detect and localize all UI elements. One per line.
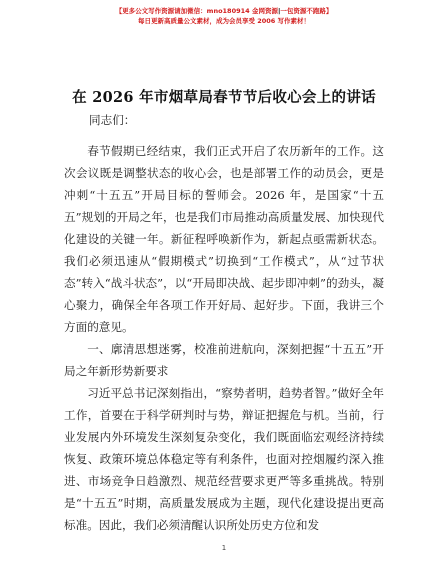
section-heading-1: 一、廓清思想迷雾，校准前进航向，深刻把握“十五五”开局之年新形势新要求: [64, 342, 384, 378]
document-body: [64, 140, 384, 536]
promo-banner-separator: |: [277, 7, 281, 15]
document-title: 在 2026 年市烟草局春节节后收心会上的讲话: [72, 89, 376, 106]
promo-banner-prefix: 【更多公文写作资源请加微信：: [115, 7, 207, 15]
promo-banner-line-1: [0, 6, 448, 16]
page-number: 1: [221, 544, 227, 552]
body-paragraph-2: 习近平总书记深刻指出，“察势者明，趋势者智。”做好全年工作，首要在于科学研判时与势，辩证把握危与机。当前，行业发展内外环境发生深刻复杂变化，我们既面临宏观经济持续恢复、政策环境总体稳定等有利条件，也面对控烟履约深入推进、市场竞争日趋激烈、规范经营要求更严等多重挑战。特别是“十五五”时期，高质量发展成为主题，现代化建设提出更高标准。因此，我们必须清醒认识所处历史方位和发: [64, 386, 384, 532]
promo-banner-line-2: 每日更新高质量公文素材，成为会员享受 2006 写作素材！: [137, 17, 311, 25]
salutation: 同志们：: [89, 113, 136, 127]
promo-banner: [0, 6, 448, 26]
promo-banner-suffix: 一包资源不跑路】: [280, 7, 333, 15]
promo-banner-contact: mno180914: [206, 7, 250, 15]
promo-banner-mid: 金网资源: [251, 7, 278, 15]
body-paragraph-1: 春节假期已经结束，我们正式开启了农历新年的工作。这次会议既是调整状态的收心会，也是部署工作的动员会，更是冲刺“十五五”开局目标的誓师会。2026 年，是国家“十五五”规划的开局之年，也是我们市局推动高质量发展、加快现代化建设的关键一年。新征程呼唤新作为，新起点亟需新状态。我们必须迅速从“假期模式”切换到“工作模式”，从“过节状态”转入“战斗状态”，以“开局即决战、起步即冲刺”的劲头，凝心聚力，确保全年各项工作开好局、起好步。下面，我讲三个方面的意见。: [64, 144, 384, 334]
